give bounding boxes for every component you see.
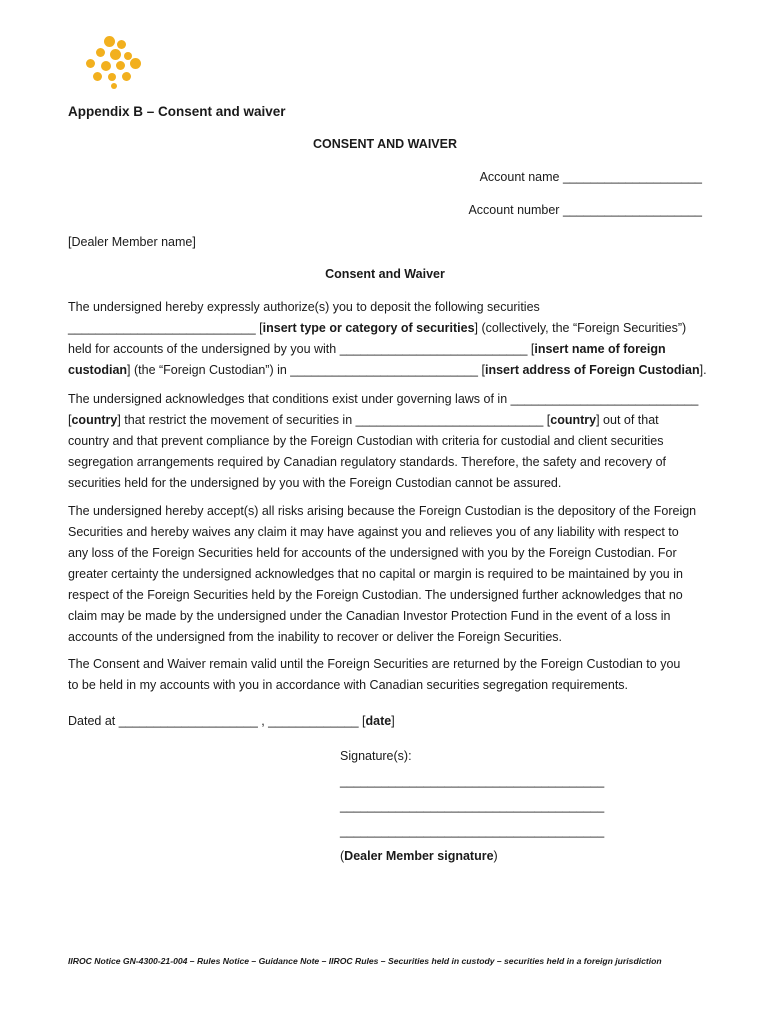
paragraph-line: any loss of the Foreign Securities held for accounts of the undersigned with you by the Foreign Custodian. For	[68, 546, 677, 560]
signature-line: ______________________________________	[340, 824, 605, 838]
paragraph-line: to be held in my accounts with you in accordance with Canadian securities segregation requirements.	[68, 678, 629, 692]
dealer-member-name-text: [Dealer Member name]	[68, 235, 196, 249]
paragraph-line: custodian] (the “Foreign Custodian”) in ___________________________ [insert address of Foreign Custodian].	[68, 363, 707, 377]
paragraph-line: The undersigned hereby accept(s) all risks arising because the Foreign Custodian is the depository of the Foreign	[68, 504, 697, 518]
paragraph-line: ___________________________ [insert type or category of securities] (collectively, the “Foreign Securities”)	[68, 321, 687, 335]
paragraph-line: The undersigned acknowledges that conditions exist under governing laws of in ___________________________	[68, 392, 699, 406]
dealer-member-name	[68, 232, 708, 253]
paragraph-line: held for accounts of the undersigned by you with ___________________________ [insert name of foreign	[68, 342, 666, 356]
paragraph-validity	[68, 654, 708, 696]
paragraph-line: securities held for the undersigned by you with the Foreign Custodian cannot be assured.	[68, 476, 562, 490]
form-title: CONSENT AND WAIVER	[313, 137, 457, 151]
paragraph-authorization	[68, 297, 708, 381]
paragraph-line: country and that prevent compliance by the Foreign Custodian with criteria for custodial and client securities	[68, 434, 664, 448]
paragraph-line: segregation arrangements required by Canadian regulatory standards. Therefore, the safety and recovery of	[68, 455, 667, 469]
placeholder-country: country	[550, 413, 597, 427]
dated-line: Dated at ____________________ , _____________ [date]	[68, 714, 395, 728]
page-footer: IIROC Notice GN-4300-21-004 – Rules Notice – Guidance Note – IIROC Rules – Securities held in custody – securities held in a foreign jurisdiction	[68, 956, 662, 966]
account-number-field: Account number ____________________	[468, 203, 702, 217]
account-name-field: Account name ____________________	[479, 170, 702, 184]
iiroc-dot-logo-icon	[84, 32, 144, 90]
signature-block	[340, 744, 604, 869]
dated-at-text: Dated at ____________________ , _____________ [	[68, 714, 366, 728]
placeholder-securities-type: insert type or category of securities	[262, 321, 475, 335]
placeholder-country: country	[71, 413, 118, 427]
signature-caption: (Dealer Member signature)	[340, 849, 498, 863]
paragraph-acknowledgement	[68, 389, 708, 494]
paragraph-line: The Consent and Waiver remain valid until the Foreign Securities are returned by the Foreign Custodian to you	[68, 657, 681, 671]
placeholder-custodian-name: insert name of foreign	[534, 342, 666, 356]
paragraph-line: greater certainty the undersigned acknowledges that no capital or margin is required to be maintained by you in	[68, 567, 683, 581]
paragraph-line: The undersigned hereby expressly authorize(s) you to deposit the following securities	[68, 300, 540, 314]
placeholder-date: date	[365, 714, 392, 728]
signature-line: ______________________________________	[340, 774, 605, 788]
section-title: Consent and Waiver	[325, 267, 445, 281]
signature-line: ______________________________________	[340, 799, 605, 813]
placeholder-custodian-address: insert address of Foreign Custodian	[484, 363, 700, 377]
paragraph-line: accounts of the undersigned from the inability to recover or deliver the Foreign Securities.	[68, 630, 563, 644]
paragraph-risks	[68, 501, 708, 648]
paragraph-line: claim may be made by the undersigned under the Canadian Investor Protection Fund in the event of a loss in	[68, 609, 671, 623]
paragraph-line: Securities and hereby waives any claim it may have against you and relieves you of any liability with respect to	[68, 525, 679, 539]
appendix-title: Appendix B – Consent and waiver	[68, 104, 286, 119]
signature-label: Signature(s):	[340, 749, 412, 763]
paragraph-line: [country] that restrict the movement of securities in ___________________________ [country] out of that	[68, 413, 659, 427]
paragraph-line: respect of the Foreign Securities held by the Foreign Custodian. The undersigned further acknowledges that no	[68, 588, 683, 602]
